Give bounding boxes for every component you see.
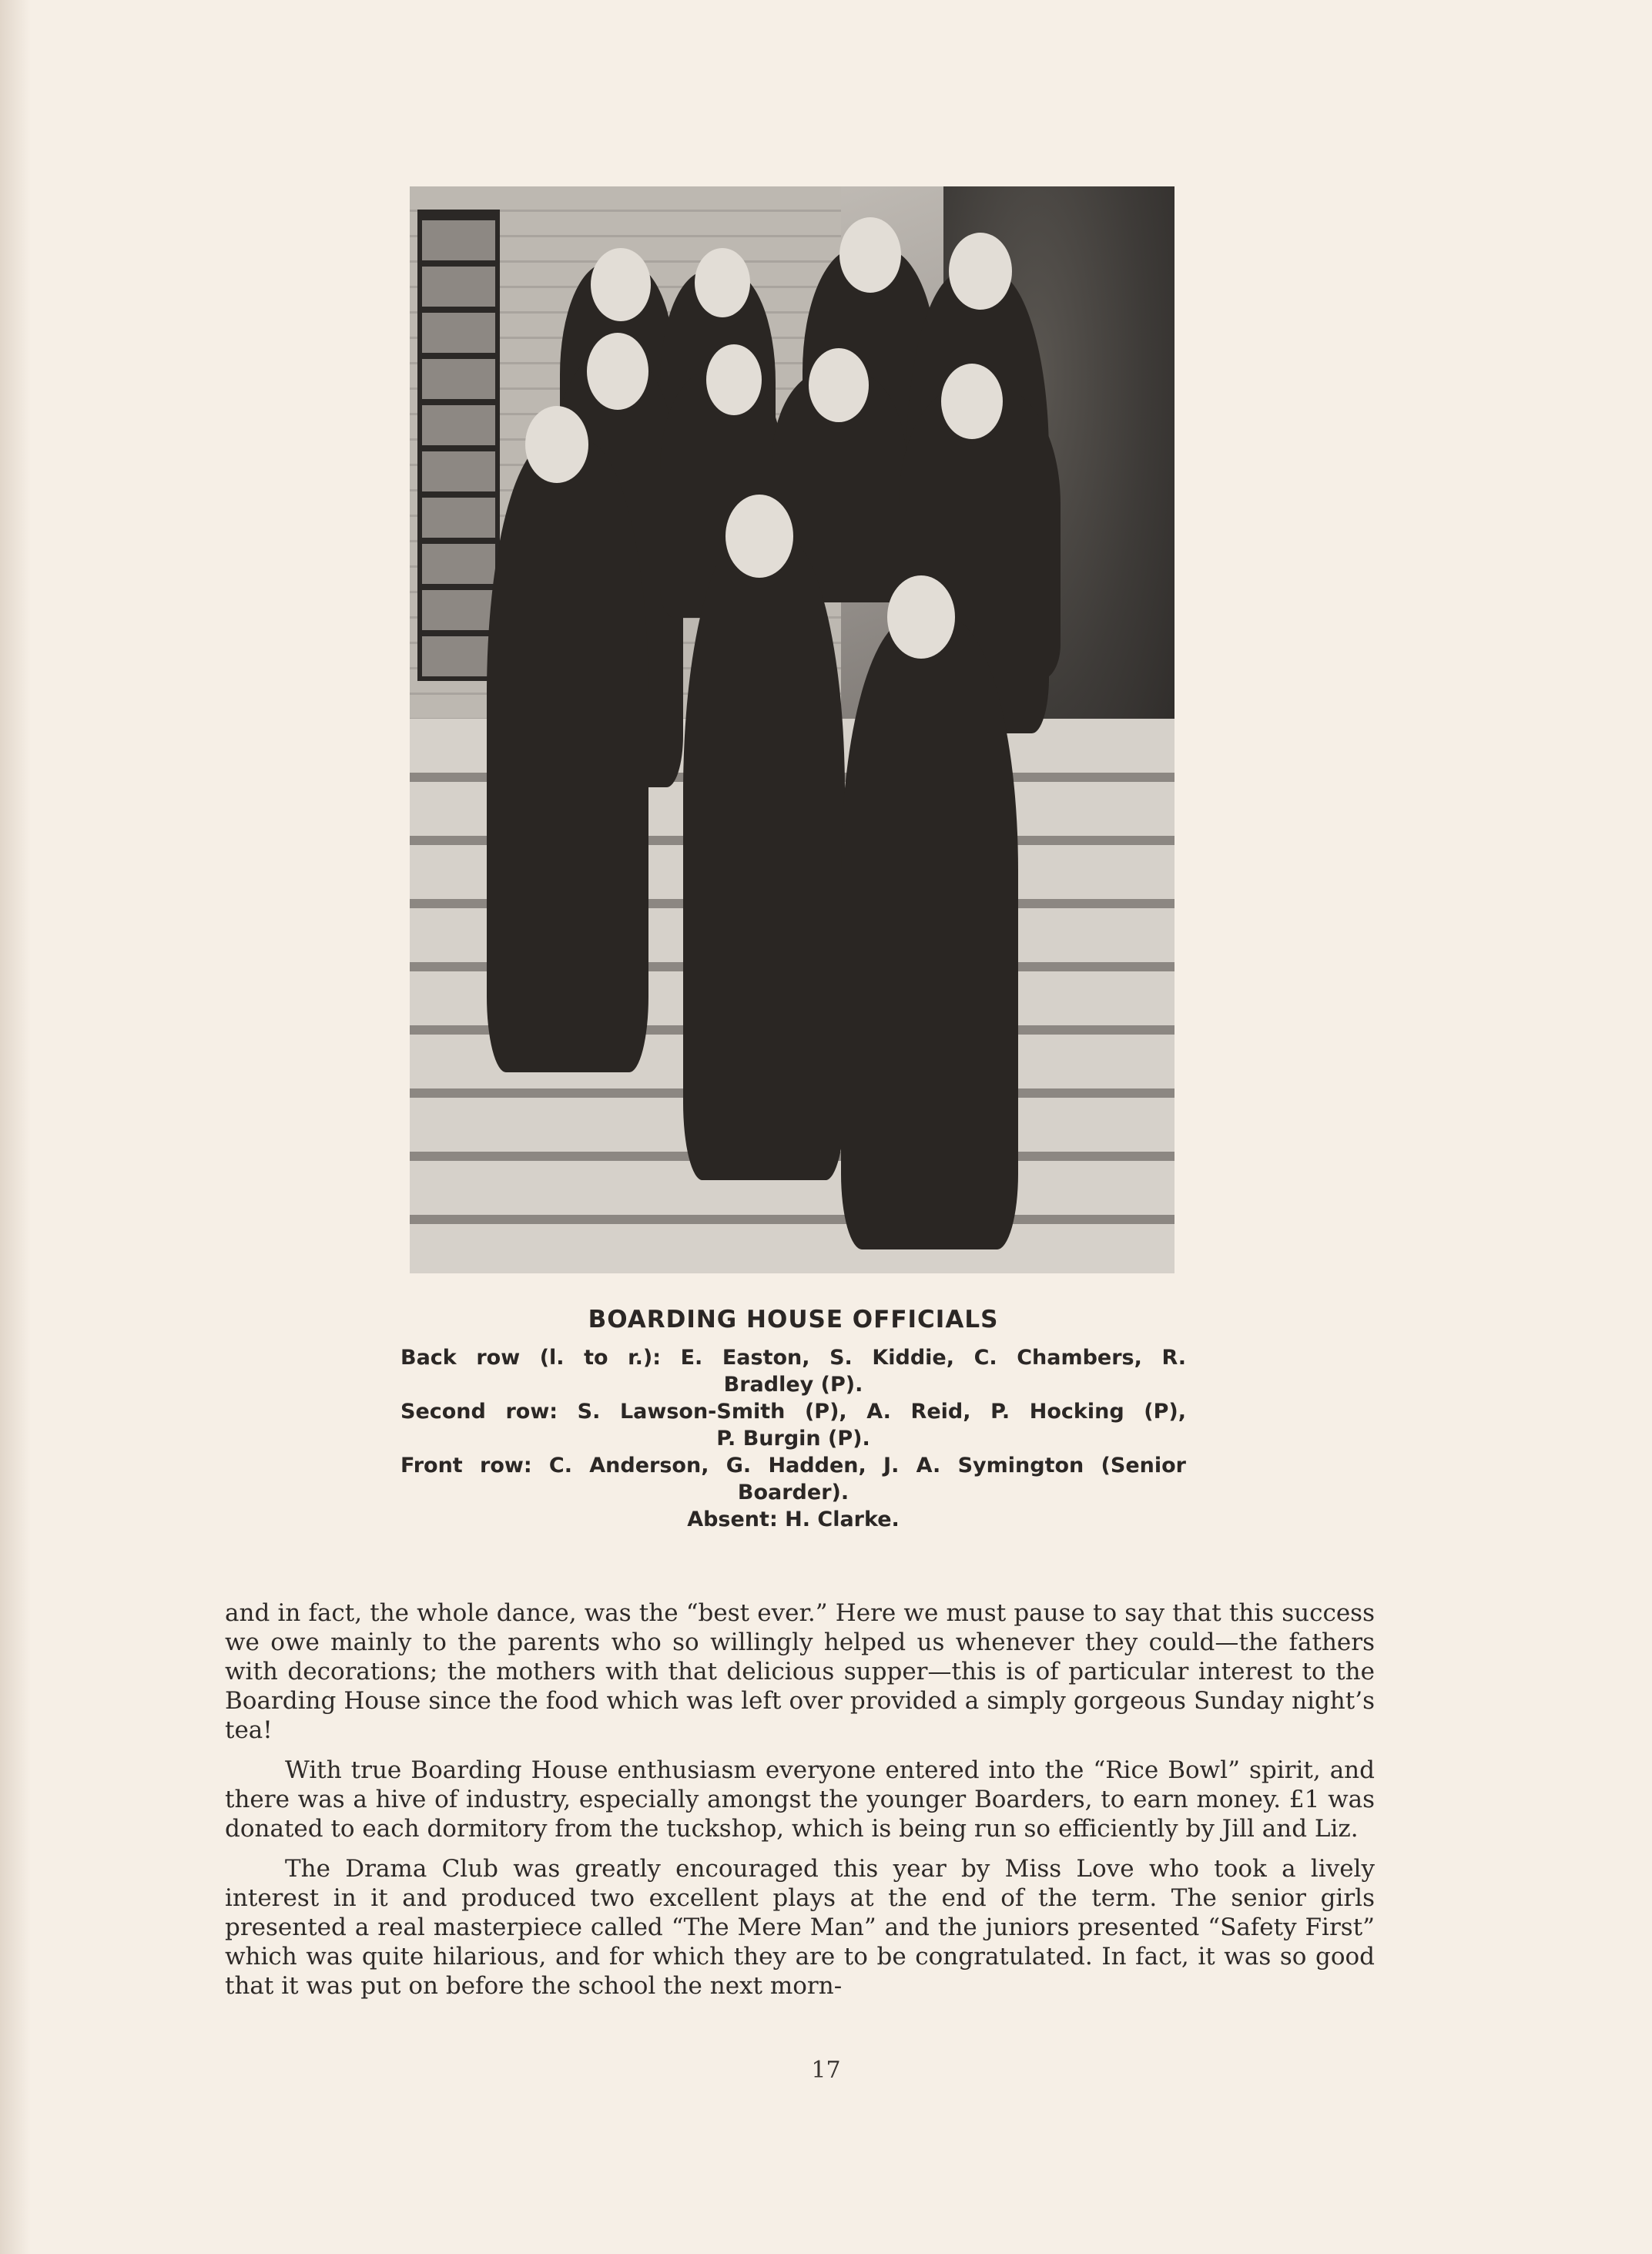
group-photo: [410, 186, 1174, 1273]
photo-face: [587, 333, 648, 410]
page-number: 17: [811, 2057, 841, 2084]
photo-figure: [683, 533, 845, 1180]
photo-caption: [400, 1306, 1186, 1533]
photo-face: [591, 248, 651, 321]
caption-second-row: Second row: S. Lawson-Smith (P), A. Reid, P. Hocking (P),: [400, 1400, 1186, 1424]
photo-face: [887, 575, 955, 659]
photo-face: [941, 364, 1003, 439]
caption-title: BOARDING HOUSE OFFICIALS: [588, 1306, 999, 1333]
page-edge-shadow: [0, 0, 31, 2254]
photo-figure: [841, 618, 1018, 1249]
paragraph: and in fact, the whole dance, was the “best ever.” Here we must pause to say that this success we owe mainly to the parents who so willingly helped us whenever they could—the fathers with decorations; the mothers with that delicious supper—this is of particular interest to the Boarding House since the food which was left over provided a simply gorgeous Sunday night’s tea!: [225, 1599, 1375, 1744]
caption-front-row-cont: Boarder).: [737, 1481, 849, 1504]
paragraph: With true Boarding House enthusiasm everyone entered into the “Rice Bowl” spirit, and there was a hive of industry, especially amongst the younger Boarders, to earn money. £1 was donated to each dormitory from the tuckshop, which is being run so efficiently by Jill and Liz.: [225, 1756, 1375, 1843]
photo-figure: [487, 441, 648, 1072]
paragraph: The Drama Club was greatly encouraged this year by Miss Love who took a lively interest in it and produced two excellent plays at the end of the term. The senior girls presented a real masterpiece called “The Mere Man” and the juniors presented “Safety First” which was quite hilarious, and for which they are to be congratulated. In fact, it was so good that it was put on before the school the next morn-: [225, 1855, 1375, 2000]
photo-face: [839, 217, 901, 293]
photo-face: [725, 495, 793, 578]
photo-window: [417, 210, 500, 681]
caption-absent: Absent: H. Clarke.: [687, 1508, 900, 1531]
photo-face: [525, 406, 588, 483]
photo-face: [949, 233, 1012, 310]
article-body: [225, 1598, 1375, 2011]
caption-back-row: Back row (l. to r.): E. Easton, S. Kiddie, C. Chambers, R.: [400, 1346, 1186, 1370]
caption-back-row-cont: Bradley (P).: [723, 1373, 863, 1397]
caption-front-row: Front row: C. Anderson, G. Hadden, J. A. Symington (Senior: [400, 1454, 1186, 1478]
caption-second-row-cont: P. Burgin (P).: [716, 1427, 870, 1451]
photo-face: [695, 248, 750, 317]
photo-face: [706, 344, 762, 415]
photo-face: [809, 348, 869, 422]
